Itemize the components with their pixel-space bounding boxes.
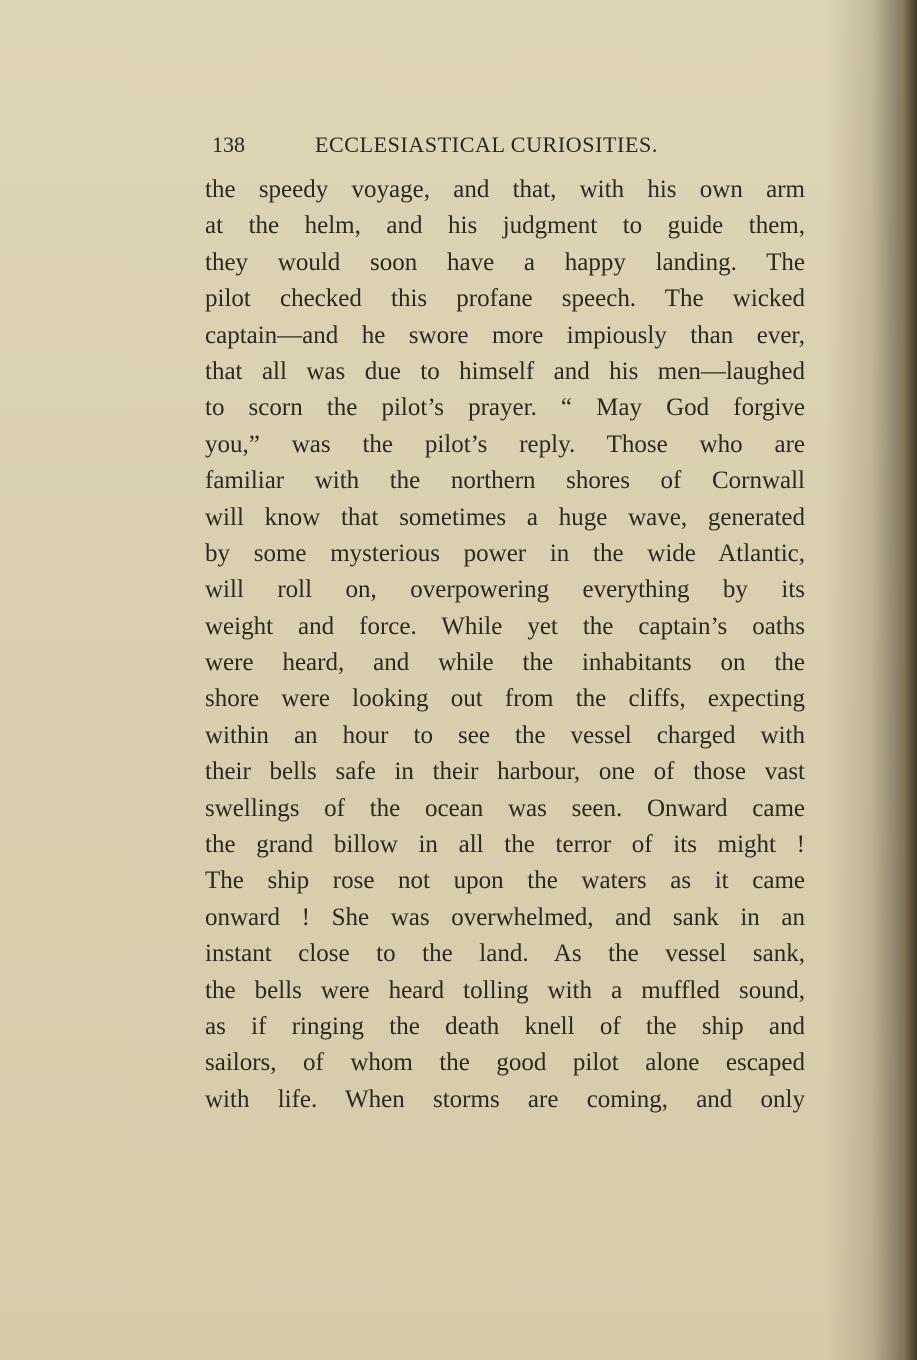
text-line: sailors, of whom the good pilot alone escaped bbox=[205, 1049, 805, 1077]
text-line: weight and force. While yet the captain’s oaths bbox=[205, 612, 805, 640]
text-line: captain—and he swore more impiously than ever, bbox=[205, 321, 805, 349]
text-line: shore were looking out from the cliffs, expecting bbox=[205, 685, 805, 713]
text-line: you,” was the pilot’s reply. Those who are bbox=[205, 430, 805, 458]
text-line: within an hour to see the vessel charged with bbox=[205, 721, 805, 749]
text-line: the bells were heard tolling with a muffled sound, bbox=[205, 976, 805, 1004]
text-line: familiar with the northern shores of Cornwall bbox=[205, 467, 805, 495]
page-header bbox=[212, 128, 712, 164]
running-head: ECCLESIASTICAL CURIOSITIES. bbox=[315, 132, 658, 157]
text-line: to scorn the pilot’s prayer. “ May God forgive bbox=[205, 394, 805, 422]
text-line: will roll on, overpowering everything by its bbox=[205, 576, 805, 604]
text-line: the grand billow in all the terror of its might ! bbox=[205, 831, 805, 859]
body-text bbox=[205, 172, 805, 1118]
text-line: the speedy voyage, and that, with his own arm bbox=[205, 176, 805, 203]
text-line: pilot checked this profane speech. The wicked bbox=[205, 285, 805, 313]
page-number: 138 bbox=[212, 132, 245, 157]
text-line: as if ringing the death knell of the ship and bbox=[205, 1012, 805, 1040]
text-line: onward ! She was overwhelmed, and sank in an bbox=[205, 903, 805, 931]
text-line: instant close to the land. As the vessel sank, bbox=[205, 940, 805, 968]
text-line: that all was due to himself and his men—laughed bbox=[205, 357, 805, 385]
text-line: swellings of the ocean was seen. Onward came bbox=[205, 794, 805, 822]
text-line: were heard, and while the inhabitants on the bbox=[205, 649, 805, 677]
text-line: at the helm, and his judgment to guide them, bbox=[205, 212, 805, 240]
page-edge-shadow bbox=[903, 0, 917, 1360]
text-line: their bells safe in their harbour, one of those vast bbox=[205, 758, 805, 786]
text-line: will know that sometimes a huge wave, generated bbox=[205, 503, 805, 531]
text-line: with life. When storms are coming, and only bbox=[205, 1085, 805, 1113]
text-line: they would soon have a happy landing. The bbox=[205, 248, 805, 276]
text-line: by some mysterious power in the wide Atlantic, bbox=[205, 539, 805, 567]
text-line: The ship rose not upon the waters as it came bbox=[205, 867, 805, 895]
